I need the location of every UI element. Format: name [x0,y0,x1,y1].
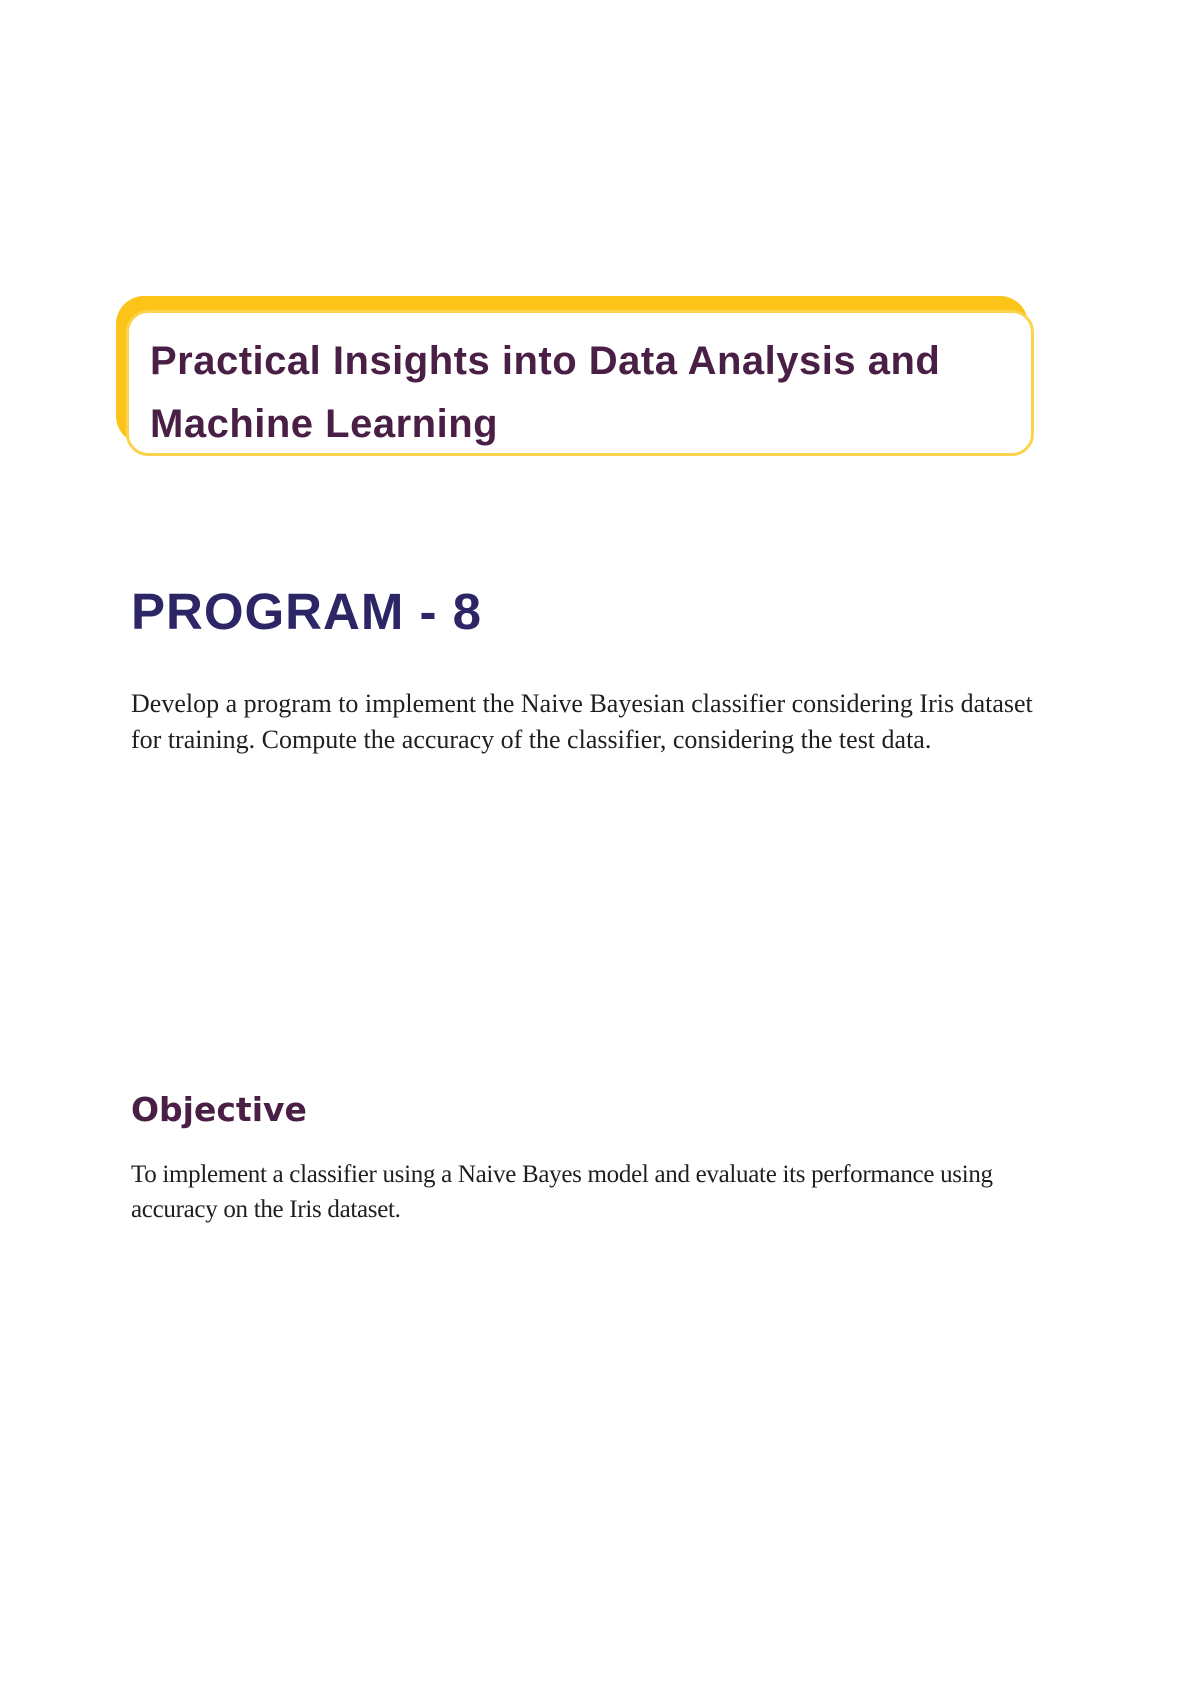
banner-title: Practical Insights into Data Analysis and Machine Learning [150,339,941,446]
objective-heading: Objective [131,1090,307,1129]
program-description: Develop a program to implement the Naive Bayesian classifier considering Iris dataset for training. Compute the accuracy of the classifier, considering the test data. [131,689,1033,754]
program-heading: PROGRAM - 8 [131,583,483,640]
objective-text: To implement a classifier using a Naive Bayes model and evaluate its performance using accuracy on the Iris dataset. [131,1161,993,1223]
